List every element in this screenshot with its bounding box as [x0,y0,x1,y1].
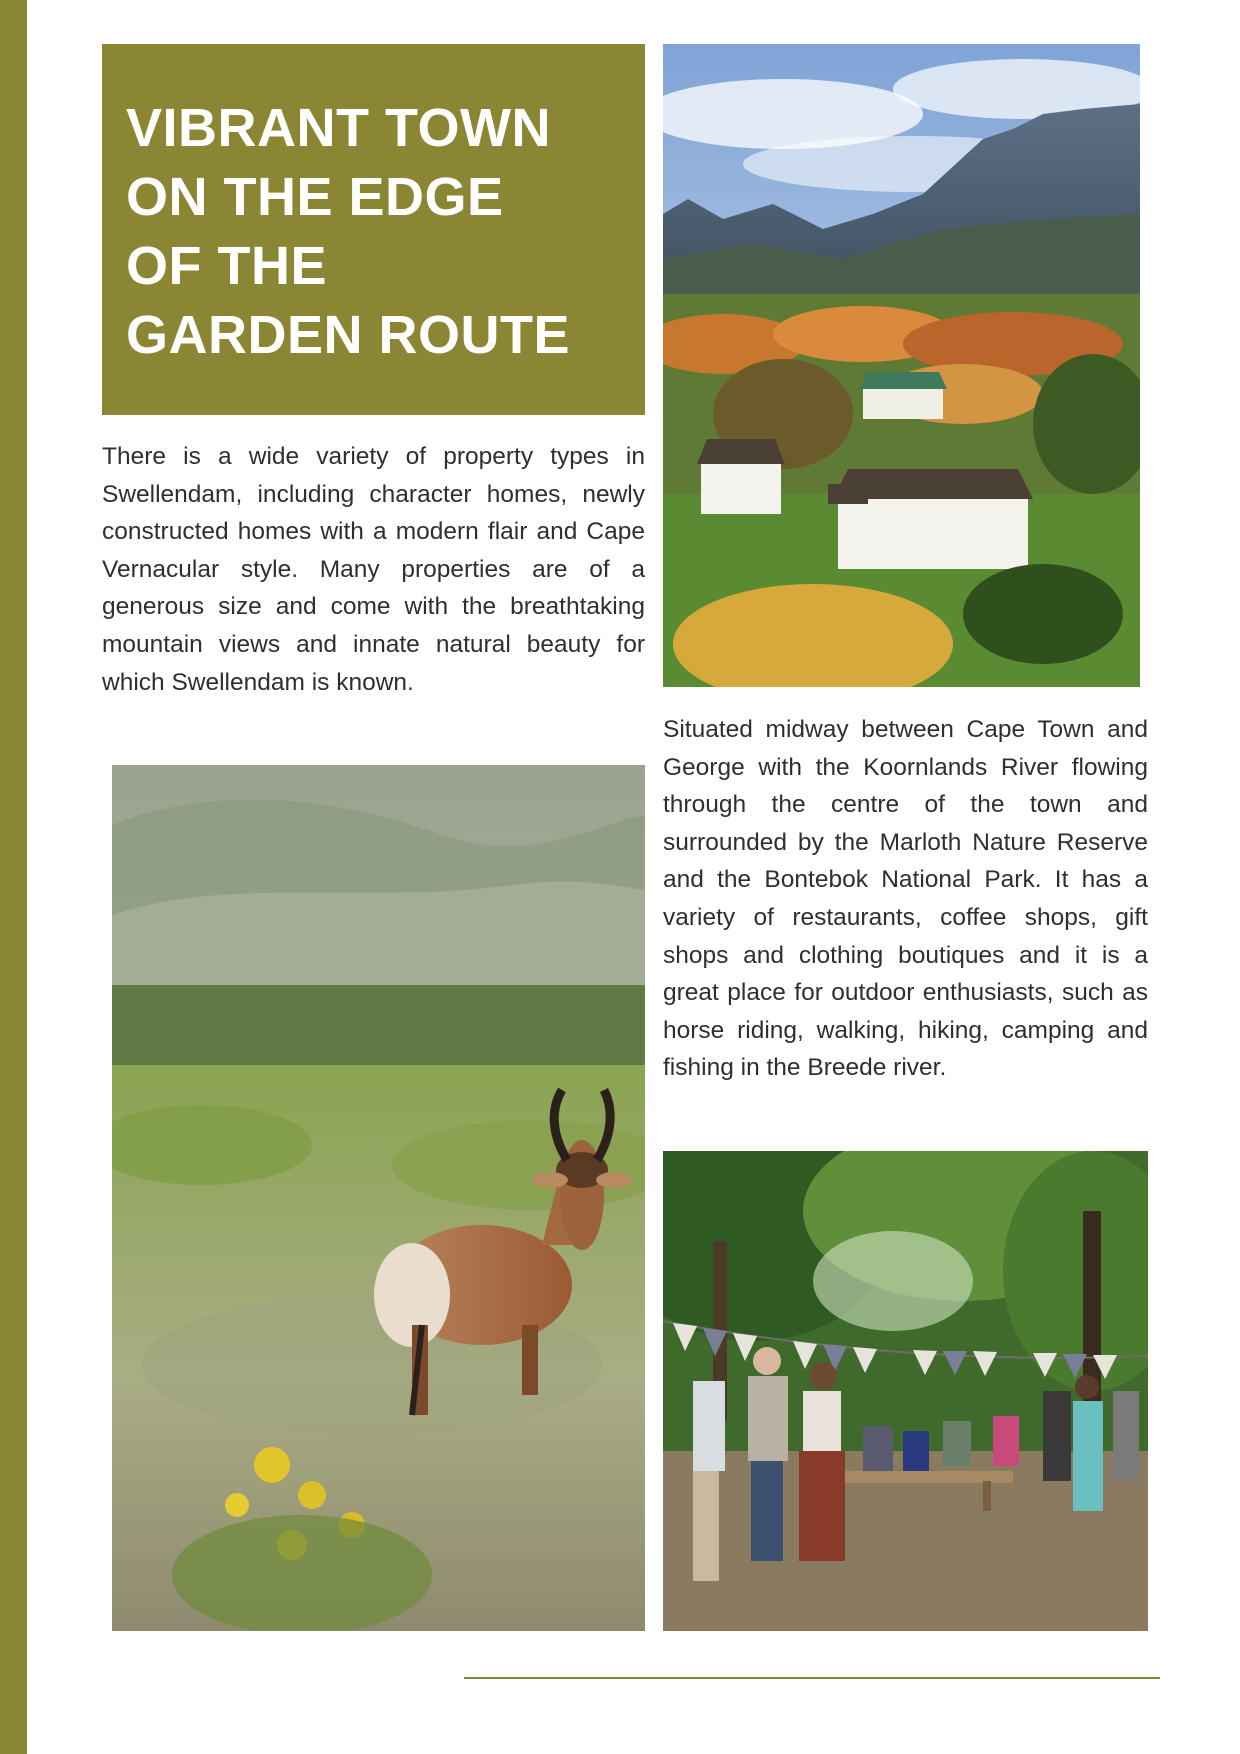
title-banner [102,44,645,415]
side-accent-bar [0,0,27,1754]
antelope-fynbos-photo [112,765,645,1631]
footer-rule [464,1677,1160,1679]
title-line-2: ON THE EDGE [126,167,504,227]
outdoor-market-photo [663,1151,1148,1631]
location-paragraph: Situated midway between Cape Town and George with the Koornlands River flowing through the centre of the town and surrounded by the Marloth Nature Reserve and the Bontebok National Park. It has a variety of restaurants, coffee shops, gift shops and clothing boutiques and it is a great place for outdoor enthusiasts, such as horse riding, walking, hiking, camping and fishing in the Breede river. [663,716,1148,1082]
town-mountain-photo [663,44,1140,687]
title-line-3: OF THE [126,236,327,296]
title-line-1: VIBRANT TOWN [126,98,551,158]
intro-paragraph: There is a wide variety of property types in Swellendam, including character homes, newly constructed homes with a modern flair and Cape Vernacular style. Many properties are of a generous size and come with the breathtaking mountain views and innate natural beauty for which Swellendam is known. [102,443,645,696]
title-line-4: GARDEN ROUTE [126,305,571,365]
